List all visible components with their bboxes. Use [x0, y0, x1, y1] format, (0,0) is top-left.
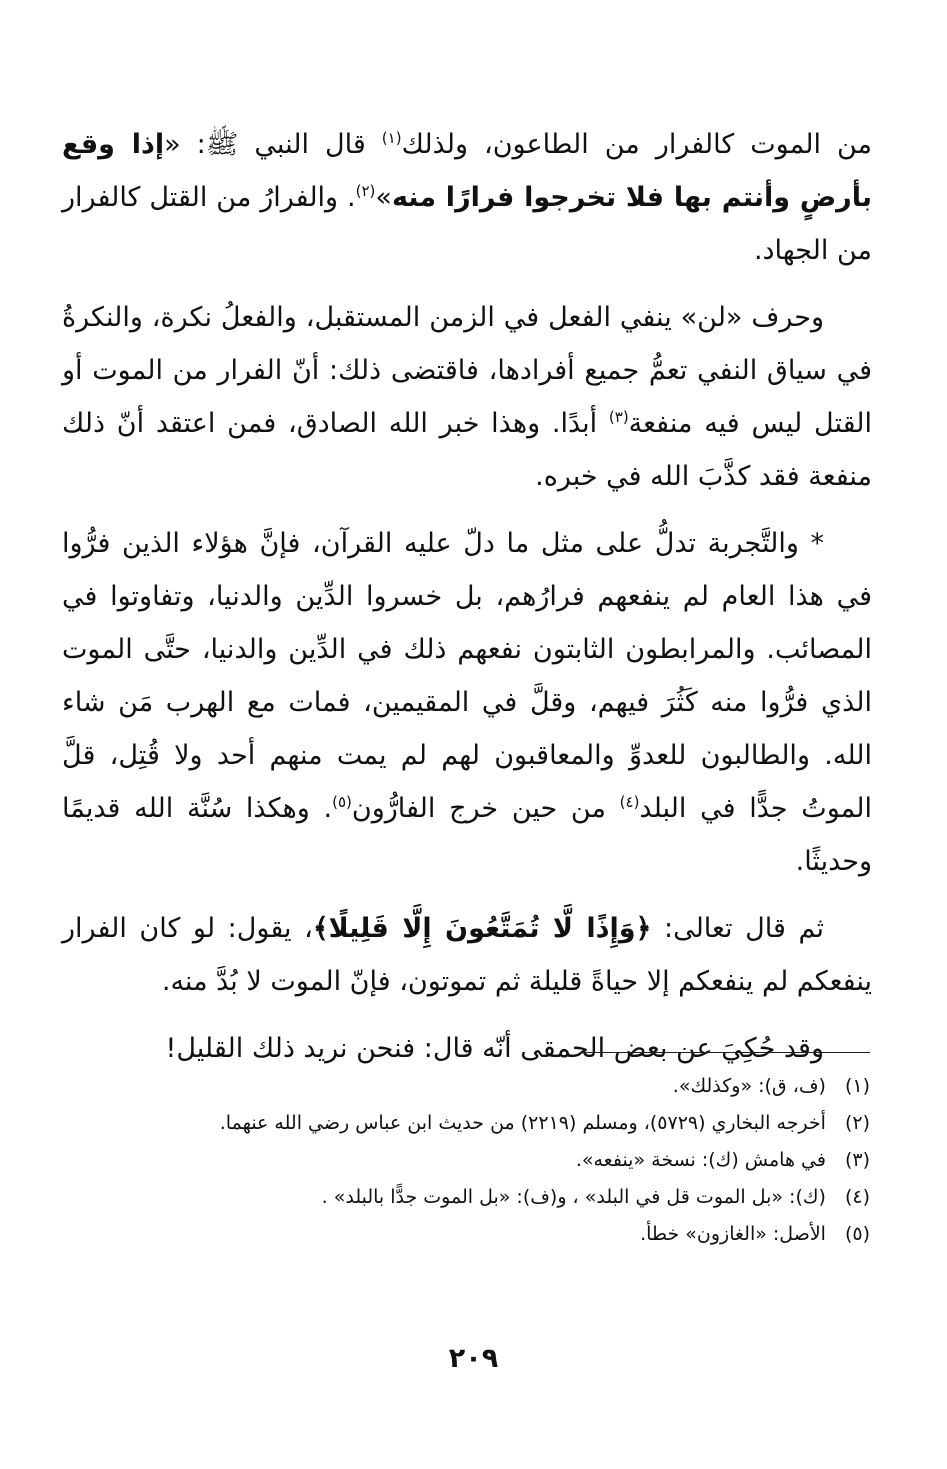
footnote-ref: (٤) [619, 793, 640, 811]
footnote-ref: (٣) [608, 408, 629, 426]
footnote-number: (٥) [844, 1223, 870, 1245]
emphasized-text: إذا وقع بأرضٍ وأنتم بها فلا تخرجوا فرارًا منه [62, 129, 872, 213]
text-run: من حين خرج الفارُّون [351, 793, 620, 824]
text-run: . وهكذا سُنَّة الله قديمًا وحديثًا. [62, 793, 872, 877]
text-run: وحرف «لن» ينفي الفعل في الزمن المستقبل، والفعلُ نكرة، والنكرةُ في سياق النفي تعمُّ جميع أفرادها، فاقتضى ذلك: أنّ الفرار من الموت أو القتل ليس فيه منفعة [62, 302, 872, 439]
text-run: * والتَّجربة تدلُّ على مثل ما دلّ عليه القرآن، فإنَّ هؤلاء الذين فرُّوا في هذا العام لم ينفعهم فرارُهم، بل خسروا الدِّين والدنيا، وتفاوتوا في المصائب. والمرابطون الثابتون نفعهم ذلك في الدِّين والدنيا، حتَّى الموت الذي فرُّوا منه كَثُرَ فيهم، وقلَّ في المقيمين، فمات مع الهرب مَن شاء الله. والطالبون للعدوِّ والمعاقبون لهم لم يمت منهم أحد ولا قُتِل، قلَّ الموتُ جدًّا في البلد [62, 528, 873, 824]
footnote-ref: (٢) [355, 182, 376, 200]
footnote-divider [580, 1052, 870, 1053]
footnote-item [70, 1179, 870, 1216]
paragraph-p3 [62, 517, 872, 888]
paragraph-p2 [62, 291, 872, 503]
footnote-text: (ف، ق): «وكذلك». [672, 1075, 826, 1097]
text-run: قال النبي ﷺ: « [164, 129, 382, 160]
footnote-ref: (٥) [332, 793, 352, 811]
footnote-text: أخرجه البخاري (٥٧٢٩)، ومسلم (٢٢١٩) من حديث ابن عباس رضي الله عنهما. [219, 1112, 826, 1134]
footnote-ref: (١) [381, 129, 402, 147]
footnote-number: (٢) [844, 1112, 870, 1134]
text-run: ثم قال تعالى: [651, 913, 824, 944]
text-run: ، يقول: لو كان الفرار ينفعكم لم ينفعكم إلا حياةً قليلة ثم تموتون، فإنّ الموت لا بُدَّ منه. [62, 913, 872, 997]
footnote-text: الأصل: «الغازون» خطأ. [640, 1223, 826, 1245]
footnotes [70, 1068, 870, 1253]
text-run: . والفرارُ من القتل كالفرار من الجهاد. [62, 182, 872, 266]
text-run: وقد حُكِيَ عن بعض الحمقى أنّه قال: فنحن نريد ذلك القليل! [165, 1033, 824, 1064]
footnote-item [70, 1142, 870, 1179]
text-run: من الموت كالفرار من الطاعون، ولذلك [401, 129, 872, 160]
text-run: أبدًا. وهذا خبر الله الصادق، فمن اعتقد أنّ ذلك منفعة فقد كذَّبَ الله في خبره. [62, 408, 872, 492]
footnote-number: (١) [844, 1075, 870, 1097]
footnote-item [70, 1068, 870, 1105]
emphasized-text: ﴿وَإِذًا لَّا تُمَتَّعُونَ إِلَّا قَلِيلًا﴾ [312, 913, 652, 944]
footnote-item [70, 1216, 870, 1253]
footnote-text: (ك): «بل الموت قل في البلد» ، و(ف): «بل الموت جدًّا بالبلد» . [321, 1186, 826, 1208]
paragraph-p4 [62, 902, 872, 1008]
footnote-item [70, 1105, 870, 1142]
main-text [62, 118, 872, 1089]
footnote-number: (٤) [844, 1186, 870, 1208]
footnote-number: (٣) [844, 1149, 870, 1171]
footnote-text: في هامش (ك): نسخة «ينفعه». [575, 1149, 826, 1171]
page-number: ٢٠٩ [448, 1343, 499, 1374]
paragraph-p1 [62, 118, 872, 277]
text-run: » [375, 182, 392, 213]
